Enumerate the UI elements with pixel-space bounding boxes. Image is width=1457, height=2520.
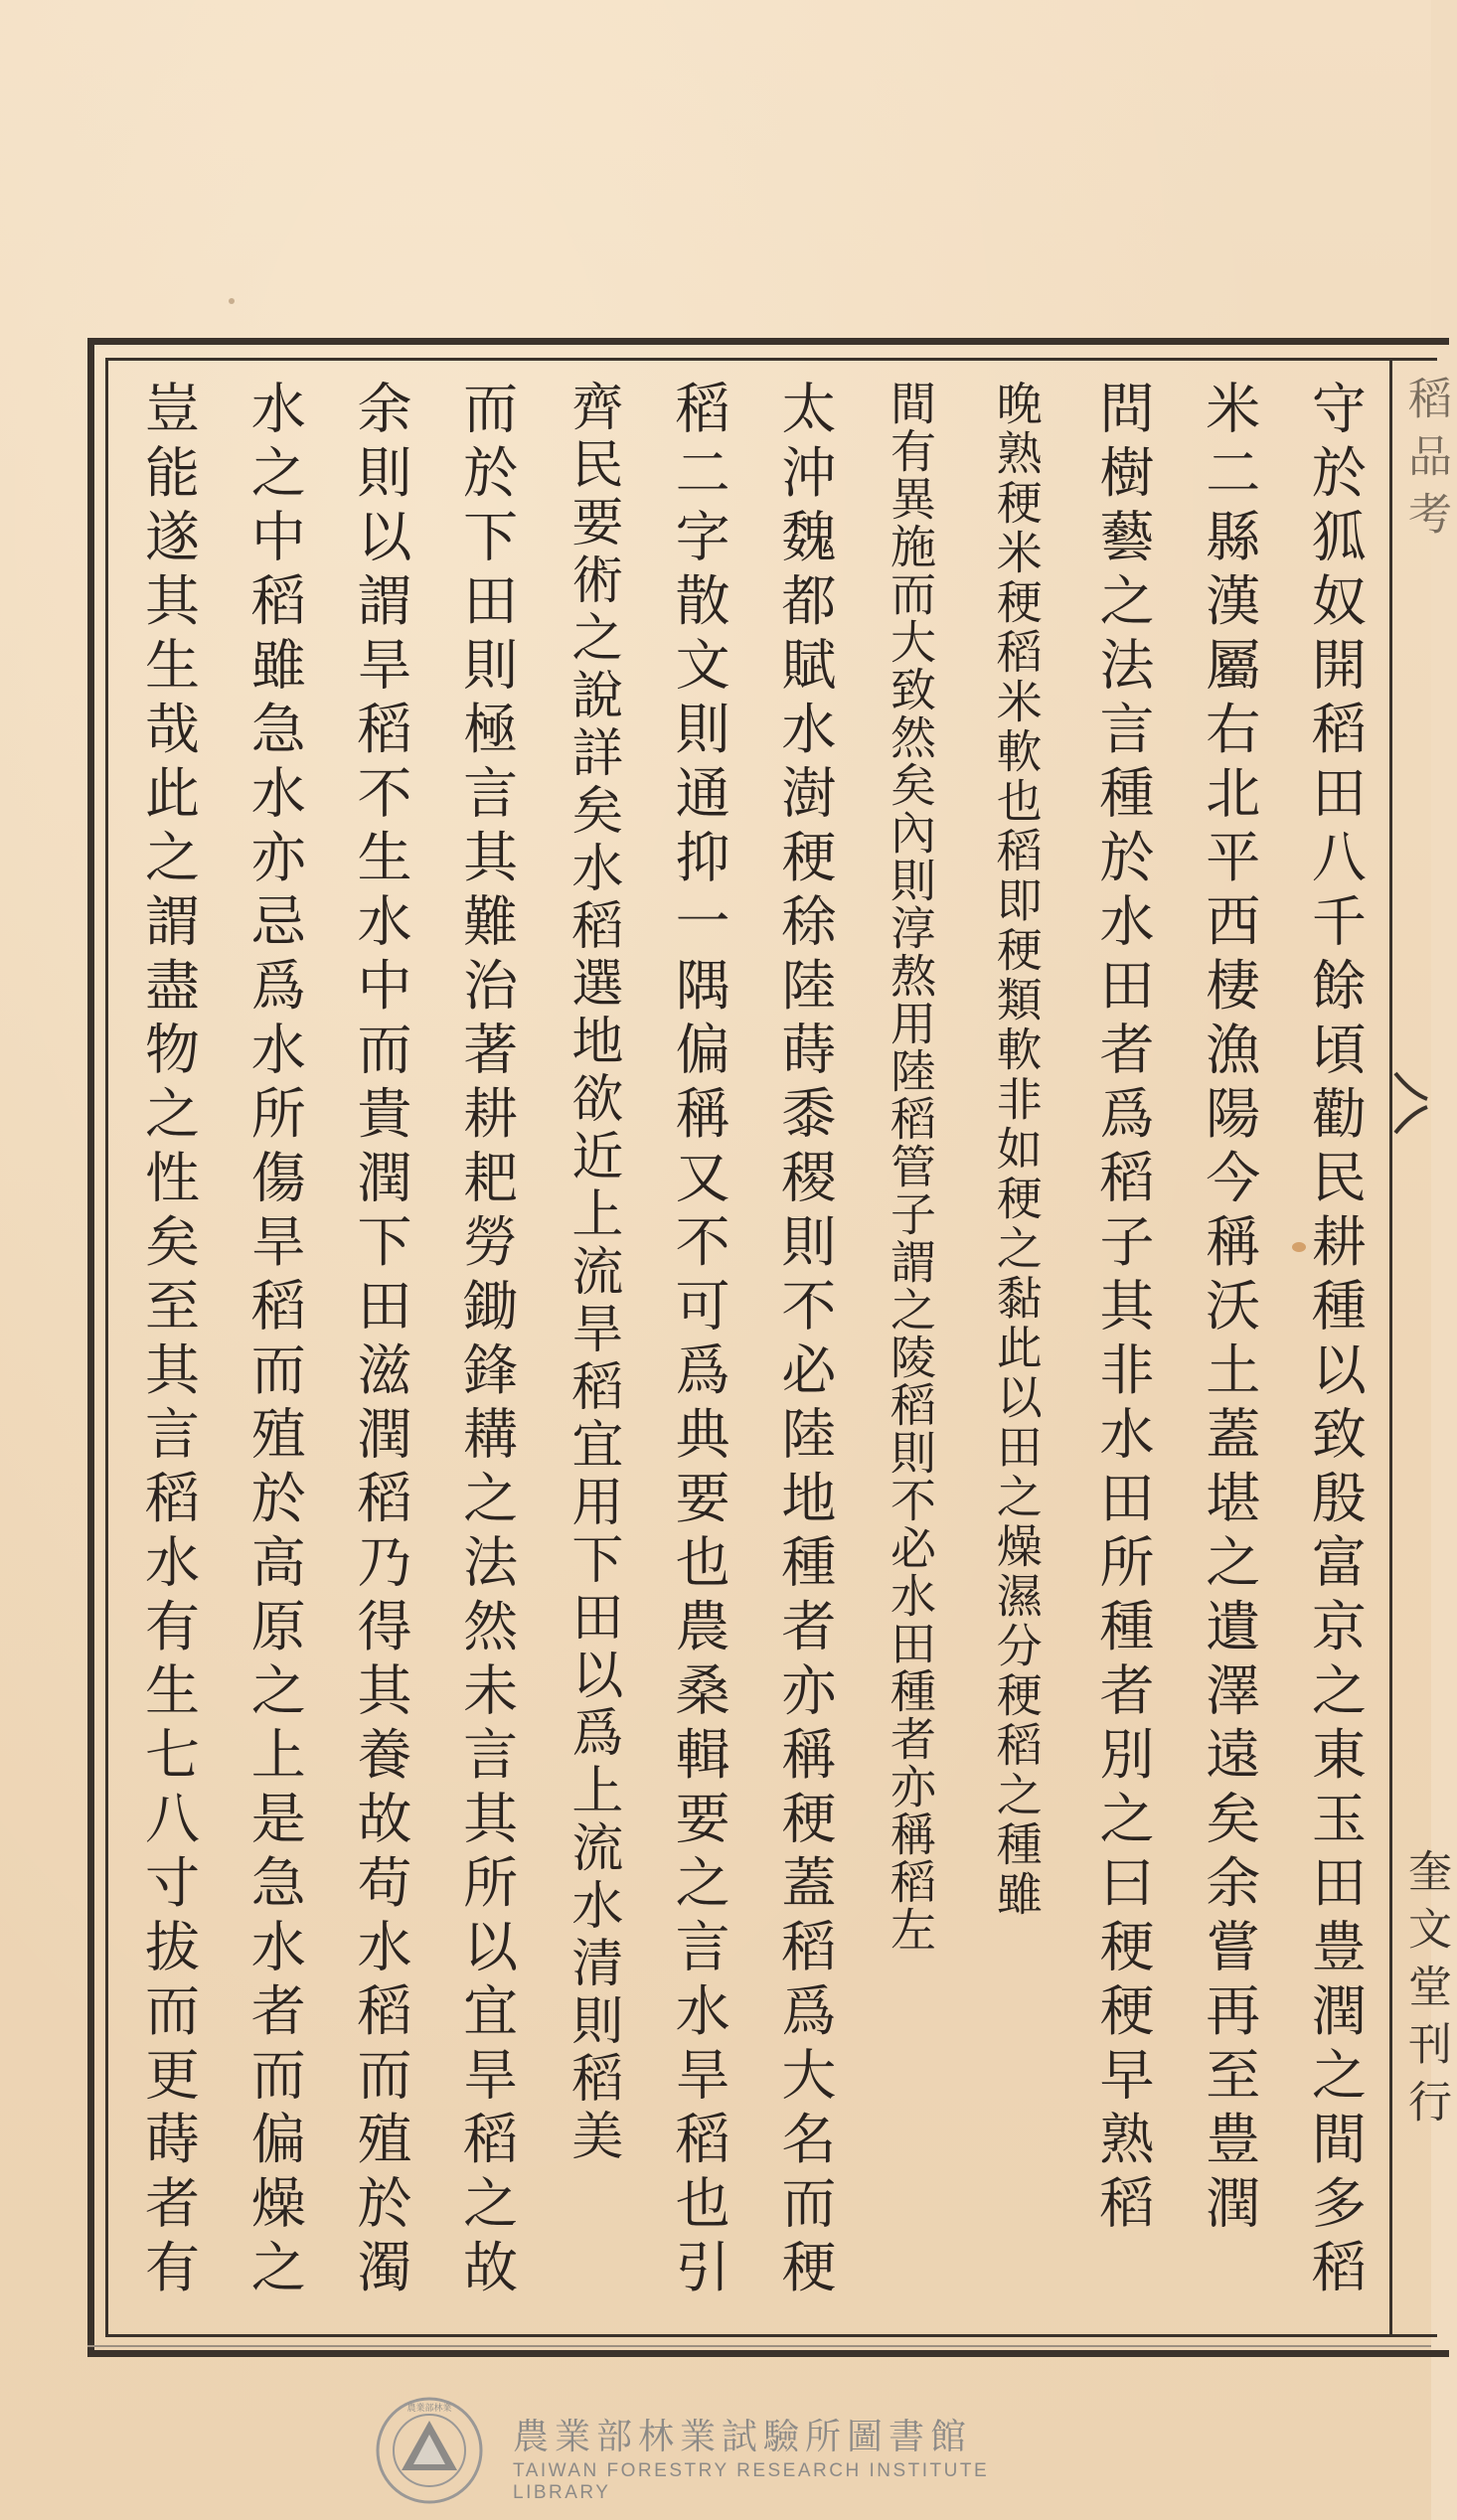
fish-tail-ornament-icon bbox=[1391, 1063, 1431, 1143]
edge-title: 稻品考 bbox=[1400, 376, 1451, 549]
text-column: 問樹藝之法言種於水田者爲稻子其非水田所種者別之曰稉稉早熟稻 bbox=[1090, 380, 1155, 2239]
text-column: 太沖魏都賦水澍稉稌陸蒔黍稷則不必陸地種者亦稱稉蓋稻爲大名而稉 bbox=[772, 380, 837, 2302]
spine-divider bbox=[1389, 358, 1392, 2337]
text-column: 米二縣漢屬右北平西棲漁陽今稱沃土蓋堪之遺澤遠矣余嘗再至豊潤 bbox=[1197, 380, 1261, 2239]
main-text bbox=[135, 380, 1368, 2317]
library-seal-icon bbox=[374, 2395, 485, 2506]
publisher-imprint: 奎文堂刊行 bbox=[1400, 1848, 1451, 2136]
library-name-english: TAIWAN FORESTRY RESEARCH INSTITUTE LIBRARY bbox=[513, 2460, 990, 2503]
text-column: 稻二字散文則通抑一隅偏稱又不可爲典要也農桑輯要之言水旱稻也引 bbox=[666, 380, 730, 2302]
text-column: 而於下田則極言其難治著耕耙勞鋤鋒耩之法然未言其所以宜旱稻之故 bbox=[454, 380, 519, 2302]
text-column: 守於狐奴開稻田八千餘頃勸民耕種以致殷富京之東玉田豊潤之間多稻 bbox=[1302, 380, 1367, 2302]
seal-top-text: 農業部林業 bbox=[406, 2404, 452, 2414]
text-column: 間有異施而大致然矣內則淳熬用陸稻管子謂之陵稻則不必水田種者亦稱稻左 bbox=[884, 380, 938, 1954]
text-column: 豈能遂其生哉此之謂盡物之性矣至其言稻水有生七八寸拔而更蒔者有 bbox=[136, 380, 200, 2302]
text-column: 晚熟稉米稉稻米軟也稻即稉類軟非如稉之黏此以田之燥濕分稉稻之種雖 bbox=[989, 380, 1044, 1920]
paper-stain bbox=[229, 298, 235, 304]
library-name-chinese: 農業部林業試驗所圖書館 bbox=[513, 2417, 973, 2457]
text-column: 余則以謂旱稻不生水中而貴潤下田滋潤稻乃得其養故苟水稻而殖於濁 bbox=[348, 380, 412, 2302]
text-column: 水之中稻雖急水亦忌爲水所傷旱稻而殖於高原之上是急水者而偏燥之 bbox=[242, 380, 306, 2302]
text-column: 齊民要術之說詳矣水稻選地欲近上流旱稻宜用下田以爲上流水清則稻美 bbox=[562, 380, 622, 2166]
page-bottom-rule bbox=[87, 2345, 1431, 2347]
library-watermark bbox=[374, 2395, 1089, 2504]
